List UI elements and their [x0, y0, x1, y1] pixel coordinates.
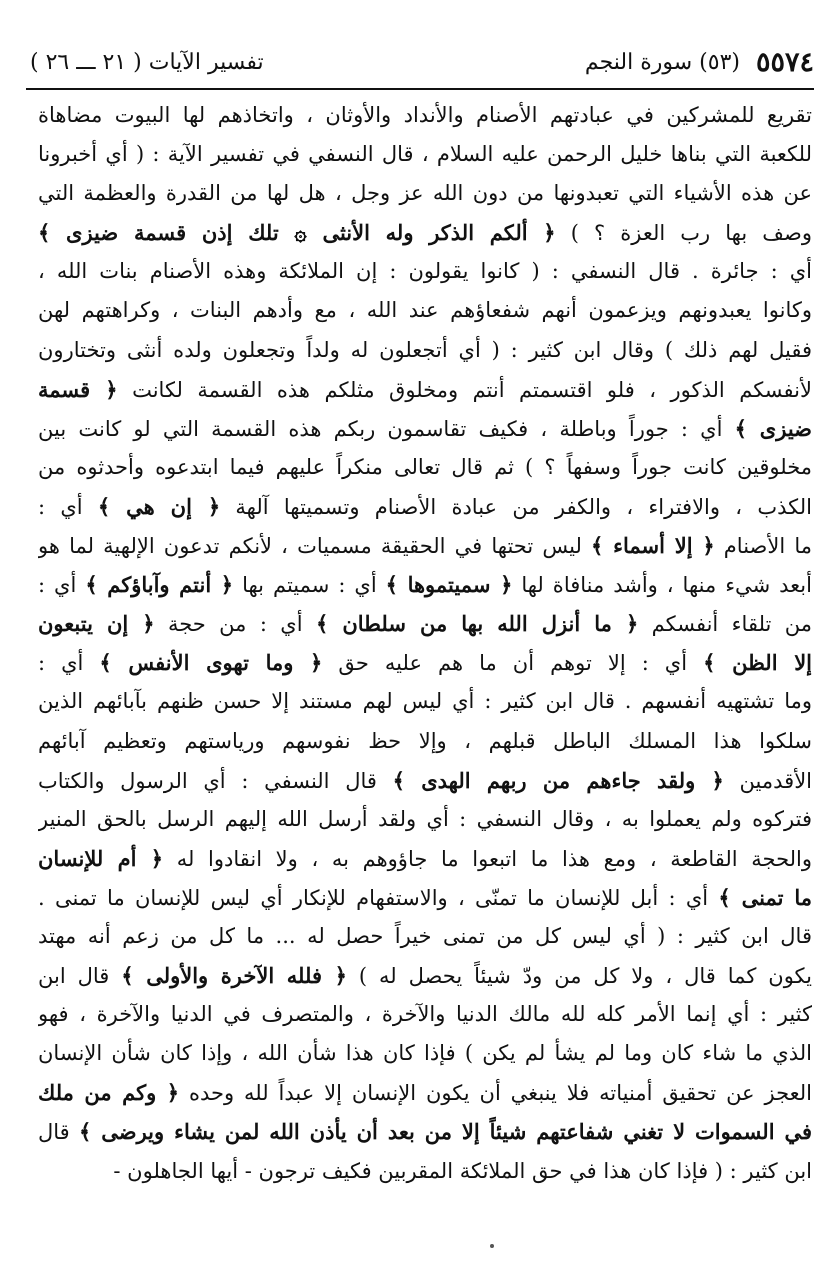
quran-verse: ﴿ قسمة [38, 376, 118, 402]
quran-verse: ﴿ سميتموها ﴾ [385, 572, 513, 598]
text-line [38, 213, 812, 252]
commentary-text: الذي ما شاء كان وما لم يشأ لم يكن ) فإذا كان هذا شأن الله ، وإذا كان شأن الإنسان [38, 1041, 812, 1066]
commentary-text: قال [38, 1120, 79, 1145]
commentary-text: قال ابن كثير : ( أي ليس كل من تمنى خيراً حصل له ... ما كل من زعم أنه مهتد [38, 923, 812, 948]
commentary-text: والحجة القاطعة ، ومع هذا ما اتبعوا ما جاؤوهم به ، ولا انقادوا له [163, 846, 812, 871]
commentary-text: قال النسفي : أي الرسول والكتاب [38, 768, 393, 793]
commentary-text: أي : [38, 651, 100, 676]
quran-verse: ما تمنى ﴾ [718, 884, 812, 910]
text-line [38, 878, 812, 917]
page-number: ٥٥٧٤ [755, 46, 814, 78]
commentary-text: سلكوا هذا المسلك الباطل قبلهم ، وإلا حظ نفوسهم ورياستهم وتعظيم آبائهم [38, 728, 812, 753]
page-dot-mark [490, 1244, 494, 1248]
commentary-text: وصف بها رب العزة ؟ ) [555, 221, 812, 246]
commentary-text: أي : [38, 573, 86, 598]
commentary-text: للكعبة التي بناها خليل الرحمن عليه السلام ، قال النسفي في تفسير الآية : ( أي أخبرونا [38, 142, 812, 167]
text-line [38, 370, 812, 409]
commentary-text: أبعد شيء منها ، وأشد منافاة لها [512, 573, 812, 598]
text-line [38, 448, 812, 487]
commentary-text: الكذب ، والافتراء ، والكفر من عبادة الأصنام وتسميتها آلهة [220, 494, 812, 519]
quran-verse: ضيزى ﴾ [734, 415, 812, 441]
quran-verse: إلا الظن ﴾ [703, 650, 812, 676]
text-line [38, 291, 812, 330]
text-line [38, 761, 812, 800]
commentary-text: أي : إلا توهم أن ما هم عليه حق [322, 651, 704, 676]
text-line [38, 800, 812, 839]
header-divider [26, 88, 814, 90]
quran-verse: ﴿ أنتم وآباؤكم ﴾ [85, 572, 234, 598]
quran-verse: ﴿ إلا أسماء ﴾ [591, 533, 715, 559]
section-title: تفسير الآيات ( ٢١ ـــ ٢٦ ) [30, 49, 264, 75]
text-line [38, 917, 812, 956]
quran-verse: ﴿ ما أنزل الله بها من سلطان ﴾ [315, 611, 639, 637]
commentary-text: أي : جائرة . قال النسفي : ( كانوا يقولون : إن الملائكة وهذه الأصنام بنات الله ، [38, 259, 812, 284]
text-line [38, 1073, 812, 1112]
commentary-text: عن هذه الأشياء التي تعبدونها من دون الله عز وجل ، هل لها من القدرة والعظمة التي [38, 181, 812, 206]
text-line [38, 956, 812, 995]
commentary-text: وكانوا يعبدونهم ويزعمون أنهم شفعاؤهم عند الله ، مع وأدهم البنات ، وكراهتهم لهن [38, 298, 812, 323]
text-line [38, 565, 812, 604]
text-line [38, 96, 812, 135]
quran-verse: ﴿ ولقد جاءهم من ربهم الهدى ﴾ [392, 767, 724, 793]
commentary-text: يكون كما قال ، ولا كل من ودّ شيئاً يحصل له ) [346, 964, 812, 989]
page-header [30, 40, 814, 84]
commentary-text: ما الأصنام [714, 534, 812, 559]
commentary-text: وما تشتهيه أنفسهم . قال ابن كثير : أي ليس لهم مستند إلا حسن ظنهم بآبائهم الذين [38, 689, 812, 714]
commentary-text: فتركوه ولم يعملوا به ، وقال النسفي : أي ولقد أرسل الله إليهم الرسل بالحق المنير [38, 806, 812, 831]
text-line [38, 487, 812, 526]
commentary-text: لأنفسكم الذكور ، فلو اقتسمتم أنتم ومخلوق مثلكم هذه القسمة لكانت [117, 377, 812, 402]
quran-verse: ﴿ أم للإنسان [38, 845, 164, 871]
text-line [38, 1152, 812, 1191]
commentary-text: ابن كثير : ( فإذا كان هذا في حق الملائكة المقربين فكيف ترجون - أيها الجاهلون - [113, 1158, 812, 1183]
surah-title: (٥٣) سورة النجم [584, 49, 740, 75]
text-line [38, 409, 812, 448]
quran-verse: ﴿ إن هي ﴾ [97, 493, 221, 519]
commentary-text: أي : [38, 494, 98, 519]
commentary-text: قال ابن [38, 964, 122, 989]
commentary-text: مخلوقين كانت جوراً وسفهاً ؟ ) ثم قال تعالى منكراً عليهم فيما ابتدعوه وأحدثوه من [38, 454, 812, 479]
commentary-text: ليس تحتها في الحقيقة مسميات ، لأنكم تدعون الإلهية لما هو [38, 534, 592, 559]
quran-verse: ﴿ إن يتبعون [38, 611, 155, 637]
commentary-text: من تلقاء أنفسكم [638, 612, 812, 637]
text-line [38, 839, 812, 878]
text-line [38, 722, 812, 761]
text-line [38, 995, 812, 1034]
text-line [38, 135, 812, 174]
text-line [38, 526, 812, 565]
text-line [38, 643, 812, 682]
commentary-text: أي : سميتم بها [233, 573, 386, 598]
commentary-text: العجز عن تحقيق أمنياته فلا ينبغي أن يكون الإنسان إلا عبداً لله وحده [179, 1081, 812, 1106]
text-line [38, 682, 812, 721]
text-line [38, 252, 812, 291]
text-line [38, 1034, 812, 1073]
commentary-text: كثير : أي إنما الأمر كله لله مالك الدنيا والآخرة ، والمتصرف في الدنيا والآخرة ، فهو [38, 1002, 812, 1027]
quran-verse: ﴿ وكم من ملك [38, 1080, 180, 1106]
quran-verse: ﴿ ألكم الذكر وله الأنثى ۞ تلك إذن قسمة ضيزى ﴾ [38, 220, 556, 246]
quran-verse: ﴿ وما تهوى الأنفس ﴾ [99, 650, 323, 676]
text-line [38, 604, 812, 643]
text-line [38, 331, 812, 370]
commentary-text: فقيل لهم ذلك ) وقال ابن كثير : ( أي أتجعلون له ولداً وتجعلون ولده أنثى وتختارون [38, 337, 812, 362]
text-line [38, 174, 812, 213]
header-right-group [585, 47, 814, 78]
commentary-text: الأقدمين [723, 768, 812, 793]
tafsir-body [38, 96, 812, 1191]
commentary-text: أي : من حجة [154, 612, 316, 637]
text-line [38, 1112, 812, 1151]
commentary-text: تقريع للمشركين في عبادتهم الأصنام والأنداد والأوثان ، واتخاذهم لها البيوت مضاهاة [38, 103, 812, 127]
commentary-text: أي : أبل للإنسان ما تمنّى ، والاستفهام للإنكار أي ليس للإنسان ما تمنى . [38, 885, 719, 910]
quran-verse: ﴿ فلله الآخرة والأولى ﴾ [121, 963, 347, 989]
quran-verse: في السموات لا تغني شفاعتهم شيئاً إلا من بعد أن يأذن الله لمن يشاء ويرضى ﴾ [79, 1119, 812, 1145]
commentary-text: أي : جوراً وباطلة ، فكيف تقاسمون ربكم هذه القسمة التي لو كانت بين [38, 416, 735, 441]
